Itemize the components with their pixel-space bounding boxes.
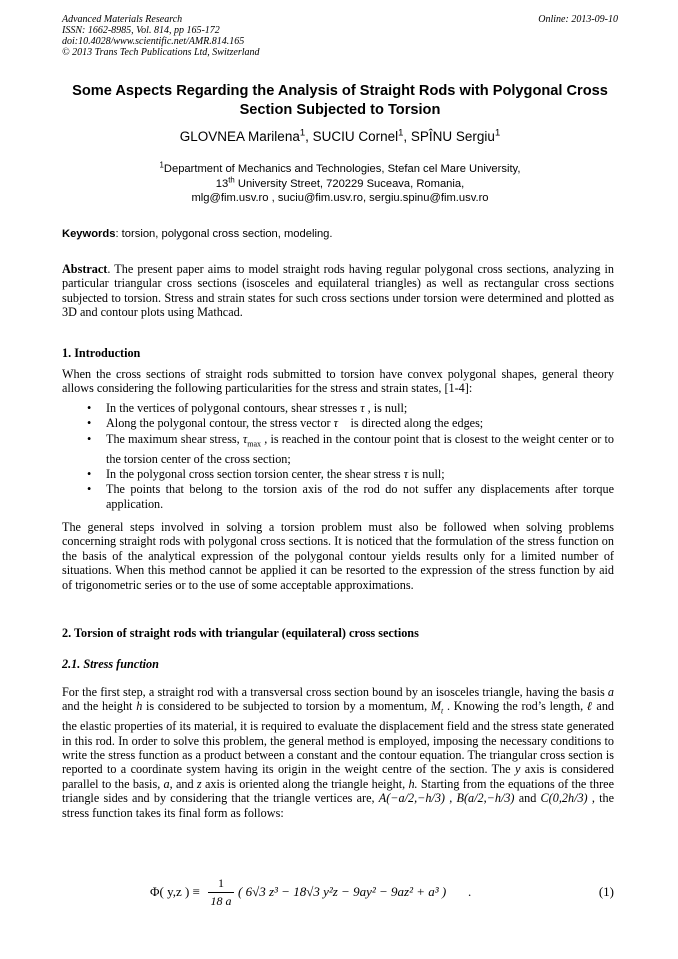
section-heading-introduction: 1. Introduction (62, 346, 141, 360)
bullet-icon: • (87, 482, 92, 497)
list-item: • Along the polygonal contour, the stress vector τ⃗ is directed along the edges; (87, 416, 484, 431)
author-name: SPÎNU Sergiu (410, 129, 495, 144)
journal-header (62, 14, 618, 58)
journal-name: Advanced Materials Research (62, 14, 183, 25)
intro-paragraph: When the cross sections of straight rods submitted to torsion have convex polygonal shapes, general theory allows considering the following particularities for the stress and strain states, [1-4]: (62, 367, 614, 396)
author-name: SUCIU Cornel (312, 129, 399, 144)
abstract (62, 262, 614, 320)
keywords (62, 227, 614, 241)
author-name: GLOVNEA Marilena (179, 129, 300, 144)
subsection-heading-stress-function: 2.1. Stress function (62, 657, 159, 671)
issn-line: ISSN: 1662-8985, Vol. 814, pp 165-172 (62, 25, 220, 36)
intro-paragraph-2: The general steps involved in solving a torsion problem must also be followed when solving problems concerning straight rods with polygonal cross sections. It is noticed that the formulation of the stress function on the basis of the analytical expression of the polygonal contour yields results only for a limited number of situations. When this method cannot be applied it can be resorted to the expression of the stress function by aid of trigonometric series or to the use of some acceptable approximations. (62, 520, 614, 592)
affiliation-emails: mlg@fim.usv.ro , suciu@fim.usv.ro, sergiu.spinu@fim.usv.ro (191, 192, 489, 205)
bullet-icon: • (87, 416, 92, 431)
vertex-a: A(−a/2,−h/3) (378, 791, 445, 806)
particularities-list (84, 401, 614, 512)
keywords-label: Keywords (62, 228, 116, 240)
equation-number: (1) (598, 884, 614, 899)
affiliation-line-1: $^1$Department of Mechanics and Technologies, Stefan cel Mare University, (159, 160, 521, 175)
affiliation-mark: 1 (159, 160, 164, 170)
abstract-label: Abstract (62, 262, 108, 276)
abstract-text: . The present paper aims to model straight rods having regular polygonal cross sections, analyzing in particular triangular cross sections (isosceles and equilateral triangles) as well as rectangular cross sections subjected to torsion. Stress and strain states for such cross sections under torsion were determined and plotted as 3D and contour plots using Mathcad. (62, 262, 614, 320)
list-item: • In the polygonal cross section torsion center, the shear stress τ is null; (87, 467, 445, 482)
equation-lhs: Φ( y,z ) ≡ (150, 884, 200, 899)
author-affiliation-mark: 1 (494, 127, 501, 139)
list-item: • The maximum shear stress, $\tau_{max}$ , is reached in the contour point that is closest to the weight center or to the torsion center of the cross section; (87, 431, 614, 466)
list-item: • In the vertices of polygonal contours, shear stresses τ , is null; (87, 401, 408, 415)
vertex-c: C(0,2h/3) (540, 791, 588, 806)
stress-function-paragraph: For the first step, a straight rod with a transversal cross section bound by an isosceles triangle, having the basis a and the height h is considered to be subjected to torsion by a momentum, $M_t$ . Knowing the rod’s length, ℓ and the elastic properties of its material, it is required to evaluate the displacement field and the stress state generated in this rod. In order to solve this problem, the general method is employed, imposing the necessary conditions to write the stress function as a product between a constant and the contour equation. The triangular cross section is reported to a coordinate system having its origin in the weight centre of the section. The y axis is considered parallel to the basis, a, and z axis is oriented along the triangle height, h. Starting from the equations of the three triangle sides and by considering that the triangle vertices are, A(−a/2,−h/3) , B(a/2,−h/3) and C(0,2h/3) , the stress function takes its final form as follows: (62, 685, 615, 820)
vertex-b: B(a/2,−h/3) (456, 791, 515, 806)
fraction-denominator: 18 a (210, 894, 232, 908)
bullet-icon: • (87, 431, 92, 446)
copyright-line: © 2013 Trans Tech Publications Ltd, Switzerland (62, 47, 260, 58)
keywords-text: : torsion, polygonal cross section, modeling. (115, 228, 333, 240)
section-heading-torsion: 2. Torsion of straight rods with triangular (equilateral) cross sections (62, 626, 419, 640)
equation-rhs: ( 6√3 z³ − 18√3 y²z − 9ay² − 9az² + a³ ) (238, 884, 447, 899)
author-affiliation-mark: 1 (299, 127, 306, 139)
equation-1 (150, 876, 614, 916)
bullet-icon: • (87, 401, 92, 415)
list-item: • The points that belong to the torsion axis of the rod do not suffer any displacements after torque application. (87, 482, 614, 511)
author-list: GLOVNEA Marilena$^1$, SUCIU Cornel$^1$, SPÎNU Sergiu$^1$ (179, 127, 501, 144)
bullet-icon: • (87, 467, 92, 482)
doi-line: doi:10.4028/www.scientific.net/AMR.814.165 (62, 36, 245, 47)
equation-fraction (208, 876, 234, 909)
equation-period: . (468, 884, 472, 899)
online-date: Online: 2013-09-10 (538, 14, 618, 25)
paper-title: Some Aspects Regarding the Analysis of Straight Rods with Polygonal Cross Section Subjected to Torsion (72, 83, 608, 118)
affiliation (62, 162, 618, 206)
affiliation-line-2: 13th University Street, 720229 Suceava, Romania, (215, 174, 465, 190)
author-affiliation-mark: 1 (398, 127, 404, 139)
fraction-numerator: 1 (208, 876, 234, 893)
